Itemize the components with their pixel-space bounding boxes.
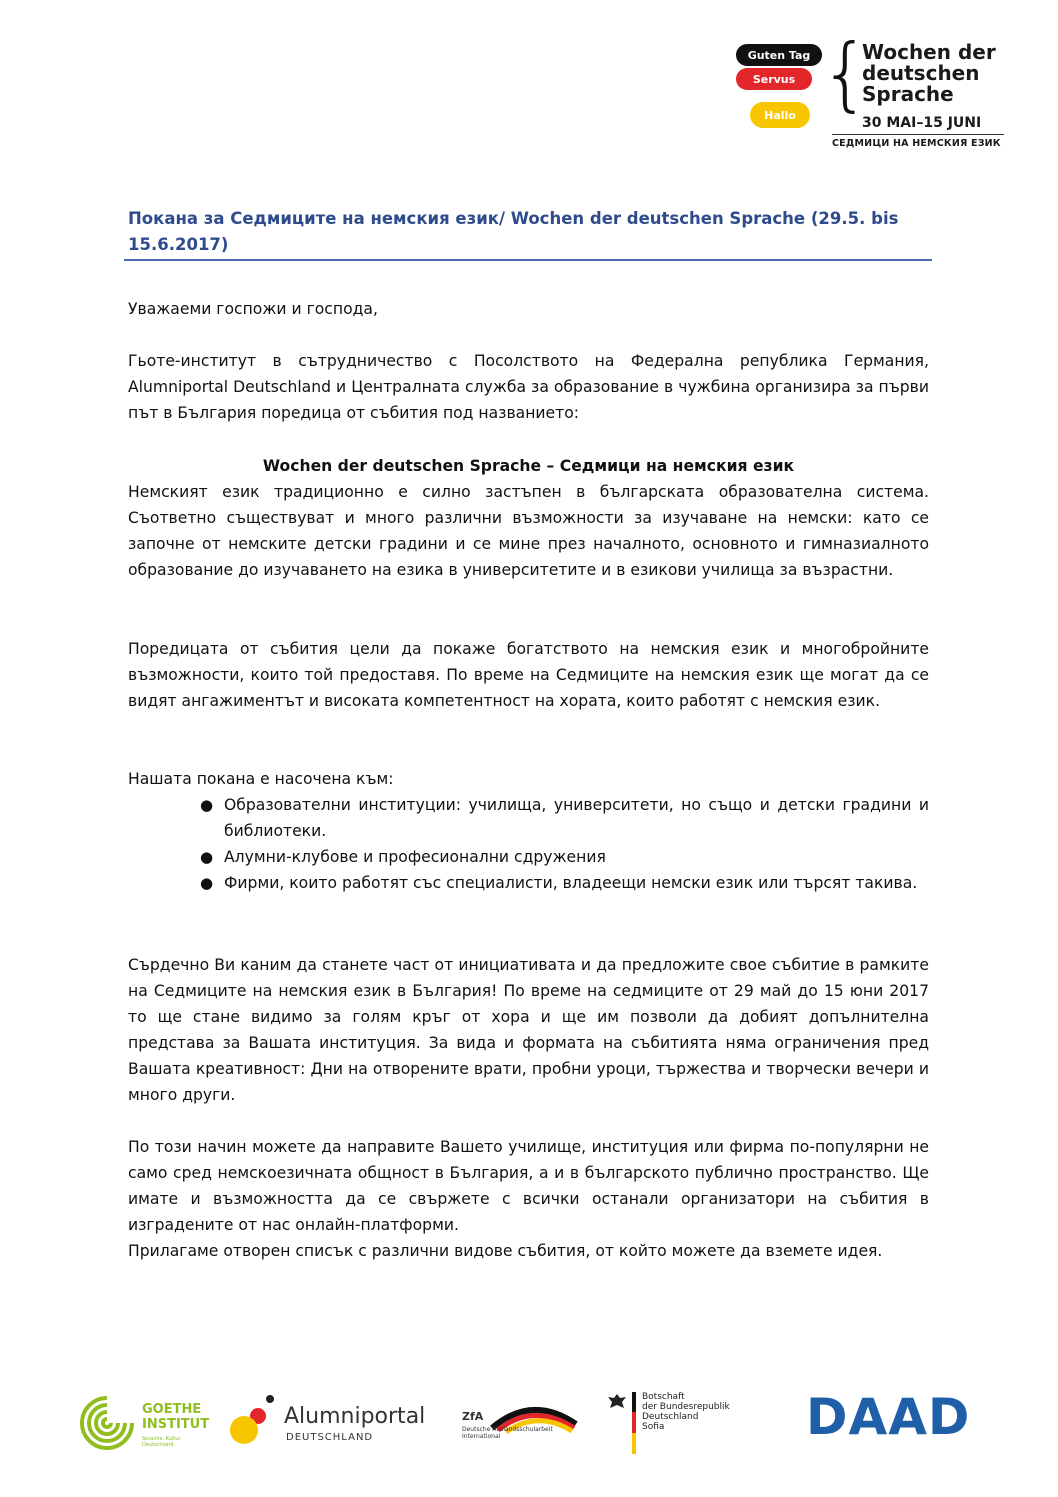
curly-brace-icon: { bbox=[820, 27, 871, 120]
bubble-servus: Servus bbox=[736, 68, 812, 90]
daad-name: DAAD bbox=[806, 1388, 971, 1446]
intro-paragraph: Гьоте-институт в сътрудничество с Посолството на Федерална република Германия, Alumniportal Deutschland и Централната служба за образование в чужбина организира за първи път в България поредица от събития под названието: bbox=[128, 352, 929, 422]
bubble-hallo: Hallo bbox=[750, 102, 810, 128]
goethe-spiral-icon bbox=[76, 1392, 138, 1454]
botschaft-logo bbox=[606, 1388, 786, 1458]
zfa-line1: Deutsche Auslandsschularbeit bbox=[462, 1426, 553, 1433]
logo-title-line: Wochen der bbox=[862, 40, 996, 64]
list-item-text: Образователни институции: училища, университети, но също и детски градини и библиотеки. bbox=[224, 796, 929, 840]
target-list bbox=[128, 792, 929, 896]
eagle-icon bbox=[606, 1392, 628, 1414]
list-item bbox=[128, 844, 929, 870]
botschaft-line1: Botschaft bbox=[642, 1392, 685, 1402]
greeting: Уважаеми госпожи и господа, bbox=[128, 300, 378, 318]
goethe-line2: INSTITUT bbox=[142, 1417, 210, 1432]
logo-title-line: deutschen bbox=[862, 61, 980, 85]
goethe-tagline: Sprache. Kultur. Deutschland. bbox=[142, 1436, 182, 1448]
paragraph-1: Немският език традиционно е силно застъпен в българската образователна система. Съответно съществуват и много различни възможности за изучаване на немски: като се започне от немските детски градини и се мине през началното, основното и гимназиалното образование до изучаването на езика в университетите и в езикови училища за възрастни. bbox=[128, 483, 929, 579]
list-item bbox=[128, 792, 929, 844]
logo-divider bbox=[832, 134, 1004, 135]
zfa-line2: International bbox=[462, 1433, 501, 1440]
paragraph-5: Прилагаме отворен списък с различни видове събития, от който можете да вземете идея. bbox=[128, 1242, 883, 1260]
botschaft-line3: Sofia bbox=[642, 1422, 665, 1432]
zfa-abbr: ZfA bbox=[462, 1410, 484, 1423]
list-item-text: Алумни-клубове и професионални сдружения bbox=[224, 848, 606, 866]
logo-title-line: Sprache bbox=[862, 82, 954, 106]
botschaft-line2: der Bundesrepublik Deutschland bbox=[642, 1402, 730, 1422]
paragraph-3: Сърдечно Ви каним да станете част от инициативата и да предложите свое събитие в рамките на Седмиците на немския език в България! По време на седмиците от 29 май до 15 юни 2017 то ще стане видимо за голям кръг от хора и ще им позволи да добият допълнителна представа за Вашата институция. За вида и формата на събитията няма ограничения пред Вашата креативност: Дни на отворените врати, пробни уроци, тържества и творчески вечери и много други. bbox=[128, 956, 929, 1104]
wochen-der-deutschen-sprache-logo bbox=[736, 27, 1006, 152]
logo-dates: 30 MAI–15 JUNI bbox=[862, 115, 982, 131]
goethe-line1: GOETHE bbox=[142, 1402, 202, 1417]
document-title: Покана за Седмиците на немския език/ Wochen der deutschen Sprache (29.5. bis 15.6.2017) bbox=[128, 209, 899, 254]
bullet-icon: ● bbox=[200, 796, 214, 814]
list-item-text: Фирми, които работят със специалисти, владеещи немски език или търсят такива. bbox=[224, 874, 918, 892]
zfa-logo bbox=[462, 1388, 582, 1458]
bullet-icon: ● bbox=[200, 874, 214, 892]
bubble-guten-tag: Guten Tag bbox=[736, 44, 822, 66]
logo-subtitle: СЕДМИЦИ НА НЕМСКИЯ ЕЗИК bbox=[832, 138, 1001, 149]
paragraph-2: Поредицата от събития цели да покаже богатството на немския език и многобройните възможности, които той предоставя. По време на Седмиците на немския език ще могат да се видят ангажиментът и високата компетентност на хората, които работят с немския език. bbox=[128, 640, 929, 710]
target-intro: Нашата покана е насочена към: bbox=[128, 770, 394, 788]
alumniportal-sub: DEUTSCHLAND bbox=[286, 1432, 374, 1443]
title-underline bbox=[124, 259, 932, 261]
bullet-icon: ● bbox=[200, 848, 214, 866]
alumniportal-dots-icon bbox=[228, 1394, 278, 1446]
section-heading: Wochen der deutschen Sprache – Седмици на немския език bbox=[262, 457, 795, 475]
alumniportal-logo bbox=[228, 1388, 448, 1458]
goethe-institut-logo bbox=[76, 1388, 216, 1458]
flag-stripe bbox=[632, 1392, 636, 1454]
list-item bbox=[128, 870, 929, 896]
alumniportal-name: Alumniportal bbox=[284, 1404, 426, 1429]
paragraph-4: По този начин можете да направите Вашето училище, институция или фирма по-популярни не само сред немскоезичната общност в България, а и в българското публично пространство. Ще имате и възможността да се свържете с всички останали организатори на събития в изградените от нас онлайн-платформи. bbox=[128, 1138, 929, 1234]
logo-title bbox=[862, 42, 996, 105]
daad-logo bbox=[806, 1388, 976, 1458]
